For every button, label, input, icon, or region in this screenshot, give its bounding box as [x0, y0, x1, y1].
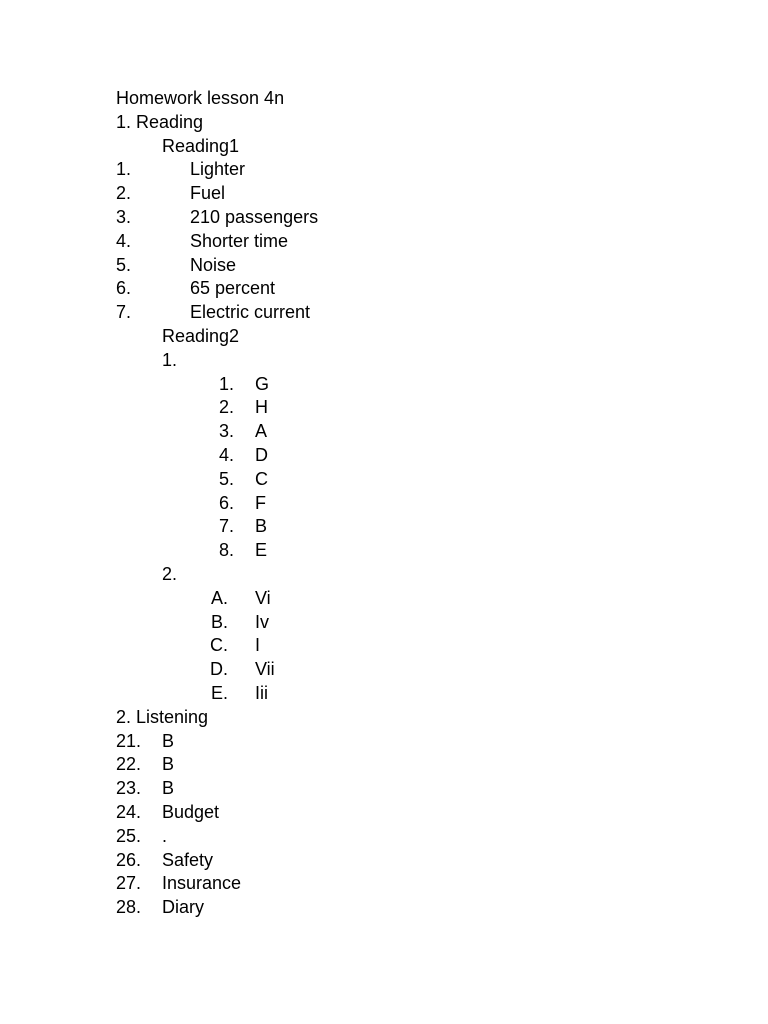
- item-number: 5.: [218, 468, 234, 489]
- document-body: [116, 87, 319, 920]
- list-item: [116, 420, 284, 444]
- reading2-heading: Reading2: [162, 325, 240, 346]
- item-number: 25.: [116, 825, 142, 846]
- list-item: [116, 254, 284, 278]
- item-letter: A.: [210, 587, 228, 608]
- item-text: F: [255, 492, 266, 513]
- item-number: 3.: [116, 206, 132, 227]
- list-item: [116, 444, 284, 468]
- item-number: 2.: [116, 183, 132, 204]
- item-text: Vii: [255, 659, 275, 680]
- list-item: [116, 658, 284, 682]
- list-item: [116, 825, 284, 849]
- item-text: Shorter time: [190, 230, 289, 251]
- list-item: [116, 277, 284, 301]
- item-number: 27.: [116, 873, 142, 894]
- item-text: C: [255, 468, 268, 489]
- list-item: [116, 777, 284, 801]
- item-number: 5.: [116, 254, 132, 275]
- item-text: Vi: [255, 587, 271, 608]
- item-number: 7.: [116, 302, 132, 323]
- item-text: B: [162, 754, 175, 775]
- list-item: [116, 396, 284, 420]
- item-letter: D.: [210, 659, 228, 680]
- item-text: Noise: [190, 254, 237, 275]
- list-item: [116, 158, 284, 182]
- item-text: G: [255, 373, 270, 394]
- item-number: 1.: [116, 159, 132, 180]
- list-item: [116, 301, 311, 325]
- item-number: 21.: [116, 730, 142, 751]
- item-number: 8.: [218, 540, 234, 561]
- item-number: 6.: [218, 492, 234, 513]
- reading2-part2-label: 2.: [162, 563, 178, 584]
- list-item: [116, 206, 319, 230]
- item-text: Iii: [255, 682, 268, 703]
- item-text: Insurance: [162, 873, 242, 894]
- item-text: H: [255, 397, 268, 418]
- reading2-part2-list: [116, 587, 284, 706]
- reading1-list: [116, 158, 319, 325]
- item-text: Fuel: [190, 183, 226, 204]
- section-heading-reading: 1. Reading: [116, 111, 204, 132]
- item-number: 2.: [218, 397, 234, 418]
- list-item: [116, 730, 284, 754]
- item-text: B: [255, 516, 268, 537]
- item-number: 4.: [218, 444, 234, 465]
- item-text: B: [162, 730, 175, 751]
- item-number: 1.: [218, 373, 234, 394]
- list-item: [116, 682, 284, 706]
- item-text: Iv: [255, 611, 270, 632]
- item-text: .: [162, 825, 168, 846]
- item-text: A: [255, 421, 268, 442]
- item-text: B: [162, 778, 175, 799]
- item-number: 26.: [116, 849, 142, 870]
- list-item: [116, 539, 284, 563]
- list-item: [116, 182, 284, 206]
- item-text: E: [255, 540, 268, 561]
- item-letter: B.: [210, 611, 228, 632]
- item-text: Diary: [162, 897, 205, 918]
- item-number: 24.: [116, 801, 142, 822]
- list-item: [116, 492, 284, 516]
- item-number: 28.: [116, 897, 142, 918]
- reading2-part1-label: 1.: [162, 349, 178, 370]
- list-item: [116, 849, 284, 873]
- item-number: 22.: [116, 754, 142, 775]
- document-title: Homework lesson 4n: [116, 88, 285, 108]
- list-item: [116, 753, 284, 777]
- list-item: [116, 230, 289, 254]
- item-text: Budget: [162, 801, 220, 822]
- item-number: 7.: [218, 516, 234, 537]
- item-text: 65 percent: [190, 278, 276, 299]
- list-item: [116, 611, 284, 635]
- list-item: [116, 587, 284, 611]
- list-item: [116, 872, 284, 896]
- item-text: Lighter: [190, 159, 246, 180]
- listening-list: [116, 730, 284, 920]
- list-item: [116, 468, 284, 492]
- list-item: [116, 634, 284, 658]
- item-number: 3.: [218, 421, 234, 442]
- item-text: Safety: [162, 849, 214, 870]
- item-number: 6.: [116, 278, 132, 299]
- list-item: [116, 801, 284, 825]
- item-number: 4.: [116, 230, 132, 251]
- list-item: [116, 515, 284, 539]
- item-text: I: [255, 635, 261, 656]
- item-text: 210 passengers: [190, 206, 319, 227]
- item-text: Electric current: [190, 302, 311, 323]
- list-item: [116, 373, 284, 397]
- item-number: 23.: [116, 778, 142, 799]
- list-item: [116, 896, 284, 920]
- reading1-heading: Reading1: [162, 135, 240, 156]
- item-letter: E.: [210, 682, 228, 703]
- item-text: D: [255, 444, 268, 465]
- item-letter: C.: [210, 635, 228, 656]
- reading2-part1-list: [116, 373, 284, 563]
- section-heading-listening: 2. Listening: [116, 706, 209, 727]
